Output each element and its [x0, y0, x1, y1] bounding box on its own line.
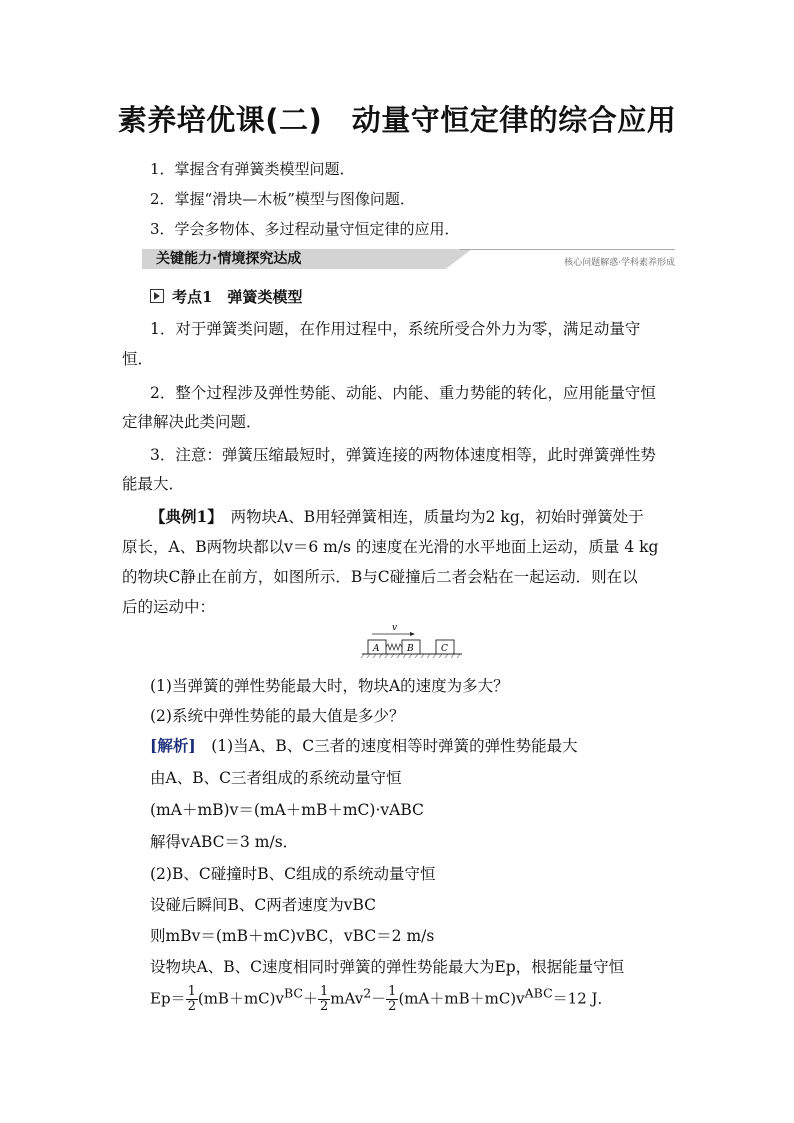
point-line: 能最大．	[122, 475, 185, 493]
objective-item: 3．学会多物体、多过程动量守恒定律的应用．	[150, 220, 460, 238]
block-b-label: B	[407, 644, 414, 654]
fraction-half	[318, 985, 330, 1014]
section-heading	[150, 286, 302, 307]
eq-term-2: mAv	[330, 989, 364, 1008]
solution-first-line	[150, 734, 578, 756]
page-title: 素养培优课(二) 动量守恒定律的综合应用	[117, 103, 677, 137]
solution-line: 由A、B、C三者组成的系统动量守恒	[150, 769, 402, 787]
solution-line: 则mBv＝(mB＋mC)vBC，vBC＝2 m/s	[150, 927, 435, 945]
ground-hatching	[361, 654, 460, 658]
example-line: 的物块C静止在前方，如图所示．B与C碰撞后二者会粘在一起运动．则在以	[122, 568, 638, 586]
banner-label: 关键能力·情境探究达成	[156, 251, 302, 267]
example-line: 原长，A、B两物块都以v＝6 m/s 的速度在光滑的水平地面上运动，质量 4 kg	[122, 538, 659, 556]
example-line: 后的运动中：	[122, 598, 216, 616]
fraction-den: 2	[187, 999, 196, 1014]
eq-term-2-sup: 2	[363, 985, 372, 1001]
objective-item: 1．掌握含有弹簧类模型问题．	[150, 160, 355, 178]
velocity-arrow-head	[410, 632, 415, 636]
point-line: 1．对于弹簧类问题，在作用过程中，系统所受合外力为零，满足动量守	[150, 320, 641, 338]
blocks-diagram-svg	[360, 622, 464, 662]
spring	[386, 644, 402, 650]
section-heading-label: 考点1 弹簧类模型	[172, 288, 303, 306]
fraction-half	[186, 985, 198, 1014]
solution-text: (1)当A、B、C三者的速度相等时弹簧的弹性势能最大	[211, 737, 578, 755]
fraction-half	[386, 985, 398, 1014]
example-tag: 【典例1】	[150, 507, 216, 526]
solution-line: 设碰后瞬间B、C两者速度为vBC	[150, 896, 377, 914]
solution-line: (mA＋mB)v＝(mA＋mB＋mC)·vABC	[150, 801, 424, 819]
block-a-label: A	[373, 644, 380, 654]
eq-term-3-sup: ABC	[524, 985, 553, 1001]
fraction-den: 2	[319, 999, 329, 1014]
fraction-den: 2	[388, 999, 397, 1014]
banner-rule	[460, 249, 675, 250]
banner-right-label: 核心问题解惑·学科素养形成	[564, 258, 675, 268]
fraction-num: 1	[187, 984, 196, 999]
fraction-num: 1	[388, 984, 397, 999]
play-triangle-icon	[150, 289, 164, 303]
eq-term-1: (mB＋mC)v	[197, 989, 284, 1008]
point-line: 3．注意：弹簧压缩最短时，弹簧连接的两物体速度相等，此时弹簧弹性势	[150, 446, 656, 464]
energy-equation: Ep＝ $\frac{1}{2}$ $(mB+mC)v^{BC}+$ $\frac{1}{2}$ mAv$^2$－ $\frac{1}{2}$ $(mA+mB+mC)v^{ABC}=12$ J．	[150, 984, 613, 1014]
question-line: (2)系统中弹性势能的最大值是多少？	[150, 707, 405, 725]
eq-term-1-sup: BC	[283, 985, 303, 1001]
solution-line: (2)B、C碰撞时B、C组成的系统动量守恒	[150, 865, 436, 883]
example-first-line	[150, 505, 644, 527]
question-line: (1)当弹簧的弹性势能最大时，物块A的速度为多大？	[150, 677, 509, 695]
velocity-label: v	[392, 623, 398, 633]
point-line: 定律解决此类问题．	[122, 413, 262, 431]
point-line: 恒．	[122, 350, 154, 368]
section-banner	[120, 245, 675, 273]
point-line: 2．整个过程涉及弹性势能、动能、内能、重力势能的转化，应用能量守恒	[150, 384, 656, 402]
example-text: 两物块A、B用轻弹簧相连，质量均为2 kg，初始时弹簧处于	[230, 508, 644, 526]
solution-tag: [解析]	[150, 736, 196, 755]
eq-result: ＝12 J．	[552, 989, 613, 1008]
blocks-diagram	[360, 622, 464, 662]
fraction-num: 1	[319, 984, 329, 999]
block-c-label: C	[441, 644, 448, 654]
eq-term-3: (mA＋mB＋mC)v	[398, 989, 525, 1008]
solution-line: 解得vABC＝3 m/s．	[150, 833, 299, 851]
solution-line: 设物块A、B、C速度相同时弹簧的弹性势能最大为Ep，根据能量守恒	[150, 958, 625, 976]
eq-lhs: Ep＝	[150, 989, 186, 1008]
objective-item: 2．掌握“滑块—木板”模型与图像问题．	[150, 190, 415, 208]
